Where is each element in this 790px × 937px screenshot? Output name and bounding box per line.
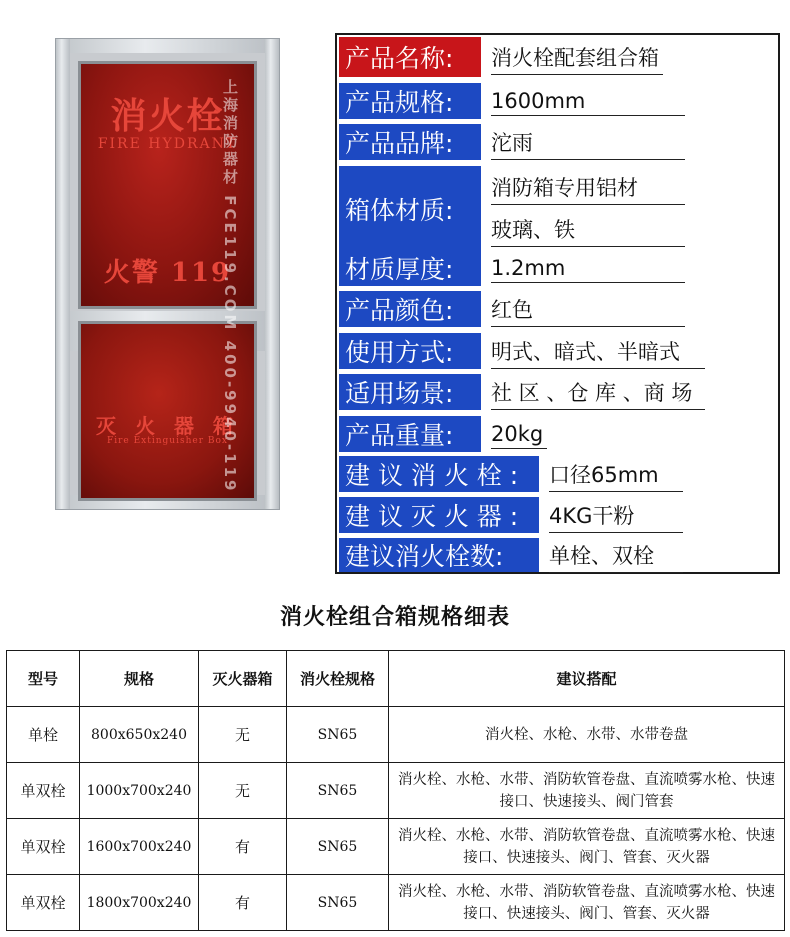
column-header-size: 规格 [80,651,199,707]
spec-label: 材质厚度: [339,250,481,286]
cell-size: 1800x700x240 [80,875,199,931]
spec-table [6,650,785,931]
cell-model: 单双栓 [7,763,80,819]
spec-value: 20kg [481,416,547,452]
cell-extinguisher-box: 有 [199,819,287,875]
spec-value: 4KG干粉 [539,497,683,533]
column-header-hydrant-spec: 消火栓规格 [287,651,389,707]
table-header-row [7,651,785,707]
spec-row-thickness [339,250,685,286]
cabinet-frame-left [56,39,70,509]
cabinet-frame-top [56,39,279,53]
table-row [7,875,785,931]
spec-row-hydrant-count [339,538,683,572]
spec-row-color [339,291,685,327]
spec-row-hydrant [339,456,683,492]
spec-row-material [339,166,685,251]
spec-label: 建 议 灭 火 器 : [339,497,539,533]
hydrant-door-en-label: FIRE HYDRANT [97,136,238,152]
product-image-cabinet [55,38,280,510]
column-header-extinguisher-box: 灭火器箱 [199,651,287,707]
cell-size: 1000x700x240 [80,763,199,819]
spec-value: 1.2mm [481,250,685,286]
spec-value: 1600mm [481,83,685,119]
spec-value: 社 区 、仓 库 、商 场 [481,374,705,410]
table-row [7,707,785,763]
spec-label: 产品名称: [339,37,481,77]
cell-size: 1600x700x240 [80,819,199,875]
spec-row-brand [339,124,685,160]
cell-extinguisher-box: 有 [199,875,287,931]
spec-label: 箱体材质: [339,166,481,251]
spec-label: 产品品牌: [339,124,481,160]
spec-row-usage [339,333,705,369]
cell-hydrant-spec: SN65 [287,875,389,931]
table-title: 消火栓组合箱规格细表 [279,605,510,630]
cell-suggestion: 消火栓、水枪、水带、消防软管卷盘、直流喷雾水枪、快速接口、快速接头、阀门、管套、灭火器 [389,875,785,931]
cell-model: 单双栓 [7,819,80,875]
cell-size: 800x650x240 [80,707,199,763]
spec-row-extinguisher [339,497,683,533]
spec-value: 单栓、双栓 [539,538,683,572]
column-header-suggestion: 建议搭配 [389,651,785,707]
spec-label: 产品规格: [339,83,481,119]
spec-label: 产品重量: [339,416,481,452]
extinguisher-door-en-label: Fire Extinguisher Box [107,436,228,446]
spec-label: 产品颜色: [339,291,481,327]
spec-label: 适用场景: [339,374,481,410]
cell-extinguisher-box: 无 [199,763,287,819]
spec-label: 建议消火栓数: [339,538,539,572]
spec-label: 建 议 消 火 栓 : [339,456,539,492]
column-header-model: 型号 [7,651,80,707]
spec-value: 消火栓配套组合箱 [481,37,663,77]
cell-model: 单栓 [7,707,80,763]
spec-row-name [339,37,663,77]
cell-suggestion: 消火栓、水枪、水带、消防软管卷盘、直流喷雾水枪、快速接口、快速接头、阀门、管套、灭火器 [389,819,785,875]
table-row [7,763,785,819]
cabinet-frame-right [265,39,279,509]
cell-extinguisher-box: 无 [199,707,287,763]
spec-value: 明式、暗式、半暗式 [481,333,705,369]
spec-label: 使用方式: [339,333,481,369]
fire-alarm-label: 火警 119 [103,258,232,288]
spec-row-scenario [339,374,705,410]
watermark-text: 上海消防器材 FCE119.COM 400-9940-119 [221,79,239,494]
cell-hydrant-spec: SN65 [287,763,389,819]
spec-panel [335,33,780,574]
cell-hydrant-spec: SN65 [287,707,389,763]
extinguisher-door-cn-label: 灭 火 器 箱 [96,414,239,438]
cell-model: 单双栓 [7,875,80,931]
spec-row-weight [339,416,547,452]
table-row [7,819,785,875]
spec-row-size [339,83,685,119]
cell-suggestion: 消火栓、水枪、水带、水带卷盘 [389,707,785,763]
spec-value: 口径65mm [539,456,683,492]
cell-hydrant-spec: SN65 [287,819,389,875]
cell-suggestion: 消火栓、水枪、水带、消防软管卷盘、直流喷雾水枪、快速接口、快速接头、阀门管套 [389,763,785,819]
spec-value: 红色 [481,291,685,327]
spec-value: 消防箱专用铝材 玻璃、铁 [481,166,685,251]
hydrant-door-cn-label: 消火栓 [110,95,225,137]
spec-value: 沱雨 [481,124,685,160]
